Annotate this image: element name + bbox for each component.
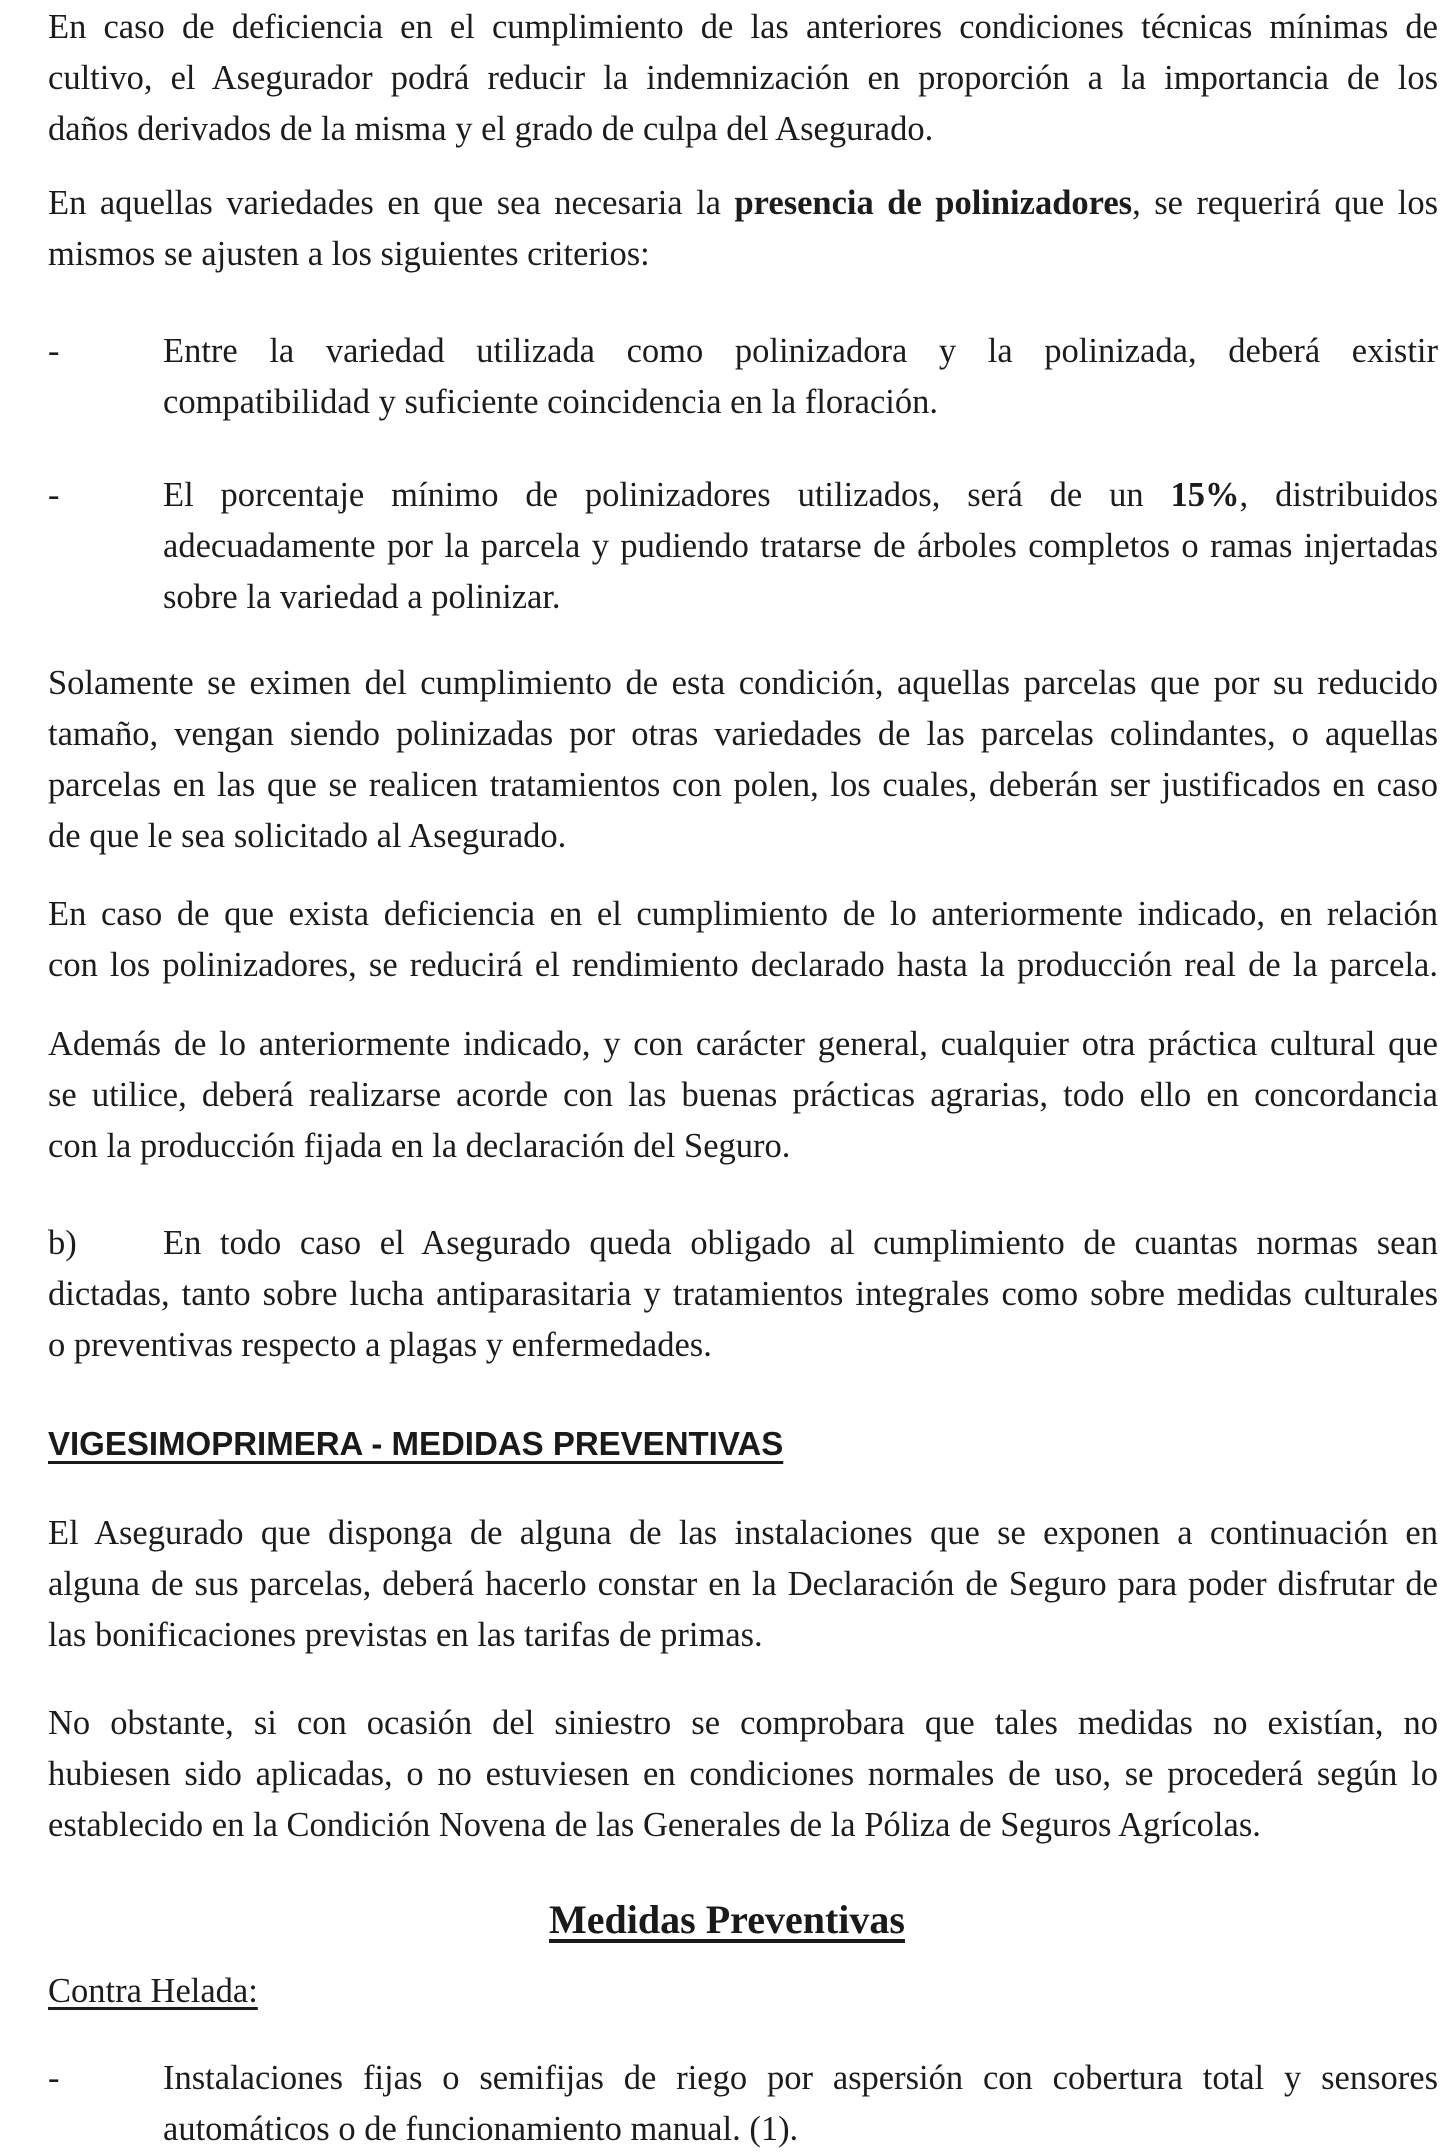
- text-line: Además de lo anteriormente indicado, y con carácter general, cualquier otra práctica cultural que: [48, 1025, 1438, 1063]
- paragraph-reduccion-rendimiento: [48, 889, 1438, 991]
- text-line: No obstante, si con ocasión del siniestro se comprobara que tales medidas no existían, no: [48, 1704, 1438, 1742]
- paragraph-practicas-culturales: [48, 1019, 1438, 1172]
- text-line: El Asegurado que disponga de alguna de las instalaciones que se exponen a continuación en: [48, 1514, 1438, 1552]
- text-line: de que le sea solicitado al Asegurado.: [48, 817, 567, 855]
- text-line: compatibilidad y suficiente coincidencia en la floración.: [163, 383, 938, 421]
- bold-term-presencia-polinizadores: presencia de polinizadores: [734, 184, 1133, 222]
- contra-helada-label: Contra Helada:: [48, 1972, 258, 2010]
- text-line: las bonificaciones previstas en las tarifas de primas.: [48, 1616, 763, 1654]
- text-run: El porcentaje mínimo de polinizadores utilizados, será de un: [163, 476, 1171, 514]
- text-line: Instalaciones fijas o semifijas de riego por aspersión con cobertura total y sensores: [163, 2059, 1438, 2097]
- text-line: parcelas en las que se realicen tratamientos con polen, los cuales, deberán ser justificados en caso: [48, 766, 1438, 804]
- paragraph-deficiencia-cultivo: [48, 2, 1438, 155]
- section-heading: VIGESIMOPRIMERA - MEDIDAS PREVENTIVAS: [48, 1425, 784, 1462]
- text-line: con la producción fijada en la declaración del Seguro.: [48, 1127, 791, 1165]
- text-line: automáticos o de funcionamiento manual. (1).: [163, 2110, 799, 2148]
- list-item-text: [163, 2053, 1438, 2155]
- text-line: En caso de deficiencia en el cumplimiento de las anteriores condiciones técnicas mínimas de: [48, 8, 1438, 46]
- text-line: con los polinizadores, se reducirá el rendimiento declarado hasta la producción real de la parcela.: [48, 946, 1438, 984]
- text-run: , distribuidos: [1239, 476, 1439, 514]
- text-line: [163, 470, 1438, 521]
- text-line: se utilice, deberá realizarse acorde con las buenas prácticas agrarias, todo ello en concordancia: [48, 1076, 1438, 1114]
- text-line: tamaño, vengan siendo polinizadas por otras variedades de las parcelas colindantes, o aquellas: [48, 715, 1438, 753]
- text-line: cultivo, el Asegurador podrá reducir la indemnización en proporción a la importancia de los: [48, 59, 1438, 97]
- text-line: establecido en la Condición Novena de las Generales de la Póliza de Seguros Agrícolas.: [48, 1806, 1261, 1844]
- text-line: adecuadamente por la parcela y pudiendo tratarse de árboles completos o ramas injertadas: [163, 527, 1438, 565]
- text-line: alguna de sus parcelas, deberá hacerlo constar en la Declaración de Seguro para poder disfrutar de: [48, 1565, 1438, 1603]
- paragraph-no-obstante: [48, 1698, 1438, 1851]
- list-marker-b: b): [48, 1224, 77, 1262]
- text-line: Entre la variedad utilizada como polinizadora y la polinizada, deberá existir: [163, 332, 1438, 370]
- subsection-title: Medidas Preventivas: [549, 1897, 905, 1942]
- text-run: En aquellas variedades en que sea necesaria la: [48, 184, 735, 222]
- paragraph-instalaciones: [48, 1508, 1438, 1661]
- text-line: [48, 1218, 1438, 1269]
- text-line: Solamente se eximen del cumplimiento de esta condición, aquellas parcelas que por su reducido: [48, 664, 1438, 702]
- text-line: sobre la variedad a polinizar.: [163, 578, 561, 616]
- text-line: En caso de que exista deficiencia en el cumplimiento de lo anteriormente indicado, en relación: [48, 895, 1438, 933]
- text-run: , se requerirá que los: [1132, 184, 1439, 222]
- paragraph-polinizadores-intro: [48, 178, 1438, 280]
- text-line: o preventivas respecto a plagas y enfermedades.: [48, 1326, 712, 1364]
- text-line: [48, 178, 1438, 229]
- paragraph-exenciones: [48, 658, 1438, 862]
- text-line: mismos se ajusten a los siguientes criterios:: [48, 235, 650, 273]
- list-dash: -: [48, 332, 60, 370]
- text-run: En todo caso el Asegurado queda obligado al cumplimiento de cuantas normas sean: [163, 1224, 1438, 1262]
- list-item-text: [163, 470, 1438, 623]
- bold-term-percentage: 15%: [1170, 476, 1240, 514]
- text-line: dictadas, tanto sobre lucha antiparasitaria y tratamientos integrales como sobre medidas culturales: [48, 1275, 1438, 1313]
- text-line: daños derivados de la misma y el grado de culpa del Asegurado.: [48, 110, 934, 148]
- text-line: hubiesen sido aplicadas, o no estuviesen en condiciones normales de uso, se procederá según lo: [48, 1755, 1438, 1793]
- list-dash: -: [48, 476, 60, 514]
- list-dash: -: [48, 2059, 60, 2097]
- list-item-text: [163, 326, 1438, 428]
- paragraph-b-normas: [48, 1218, 1438, 1371]
